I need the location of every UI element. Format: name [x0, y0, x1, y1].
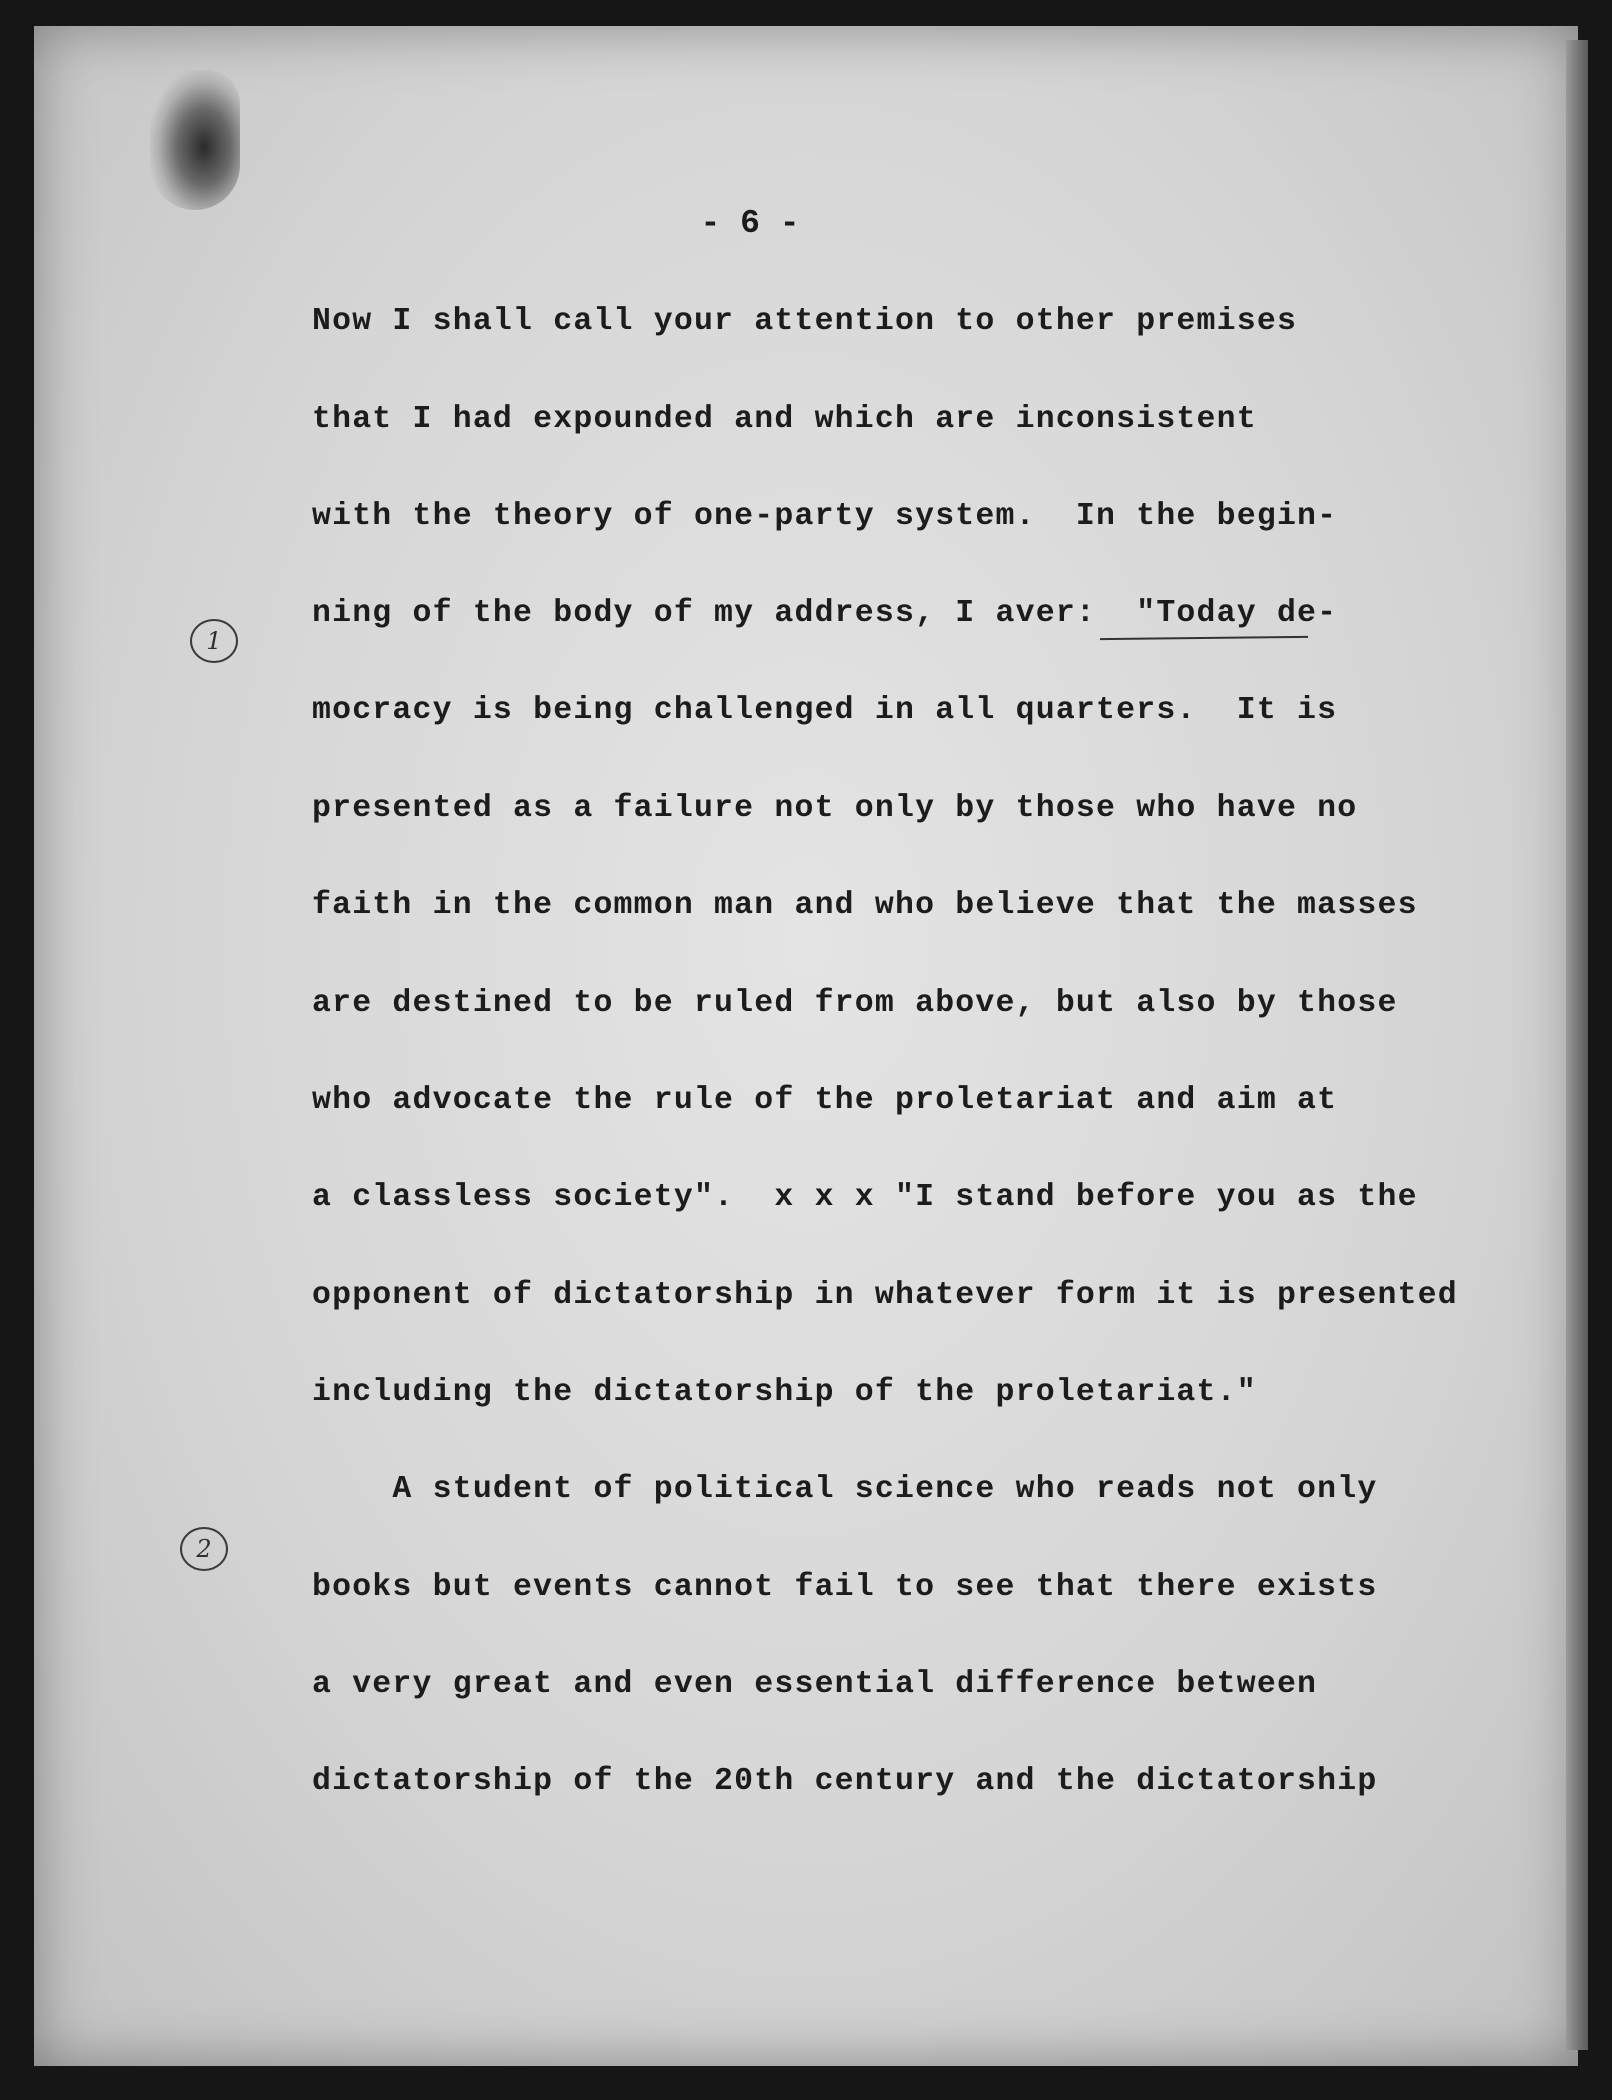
text-line-13: A student of political science who reads not only — [312, 1472, 1378, 1507]
binder-hole-mark — [150, 70, 240, 210]
text-line-14: books but events cannot fail to see that there exists — [312, 1570, 1378, 1605]
text-line-15: a very great and even essential difference between — [312, 1667, 1318, 1702]
text-line-6: presented as a failure not only by those who have no — [312, 791, 1358, 826]
text-line-7: faith in the common man and who believe that the masses — [312, 888, 1418, 923]
margin-note-1: 1 — [190, 619, 238, 663]
text-line-3: with the theory of one-party system. In the begin- — [312, 499, 1338, 534]
text-line-1: Now I shall call your attention to other premises — [312, 304, 1298, 339]
text-line-4: ning of the body of my address, I aver: "Today de- — [312, 596, 1338, 631]
text-line-10: a classless society". x x x "I stand before you as the — [312, 1180, 1418, 1215]
text-line-8: are destined to be ruled from above, but also by those — [312, 986, 1398, 1021]
text-line-2: that I had expounded and which are inconsistent — [312, 402, 1257, 437]
page-number: - 6 - — [700, 205, 800, 242]
text-line-12: including the dictatorship of the proletariat." — [312, 1375, 1257, 1410]
page-edge — [1566, 40, 1588, 2050]
text-line-5: mocracy is being challenged in all quarters. It is — [312, 693, 1338, 728]
text-line-16: dictatorship of the 20th century and the dictatorship — [312, 1764, 1378, 1799]
margin-note-2: 2 — [180, 1527, 228, 1571]
text-line-11: opponent of dictatorship in whatever form it is presented — [312, 1278, 1458, 1313]
text-line-9: who advocate the rule of the proletariat and aim at — [312, 1083, 1338, 1118]
